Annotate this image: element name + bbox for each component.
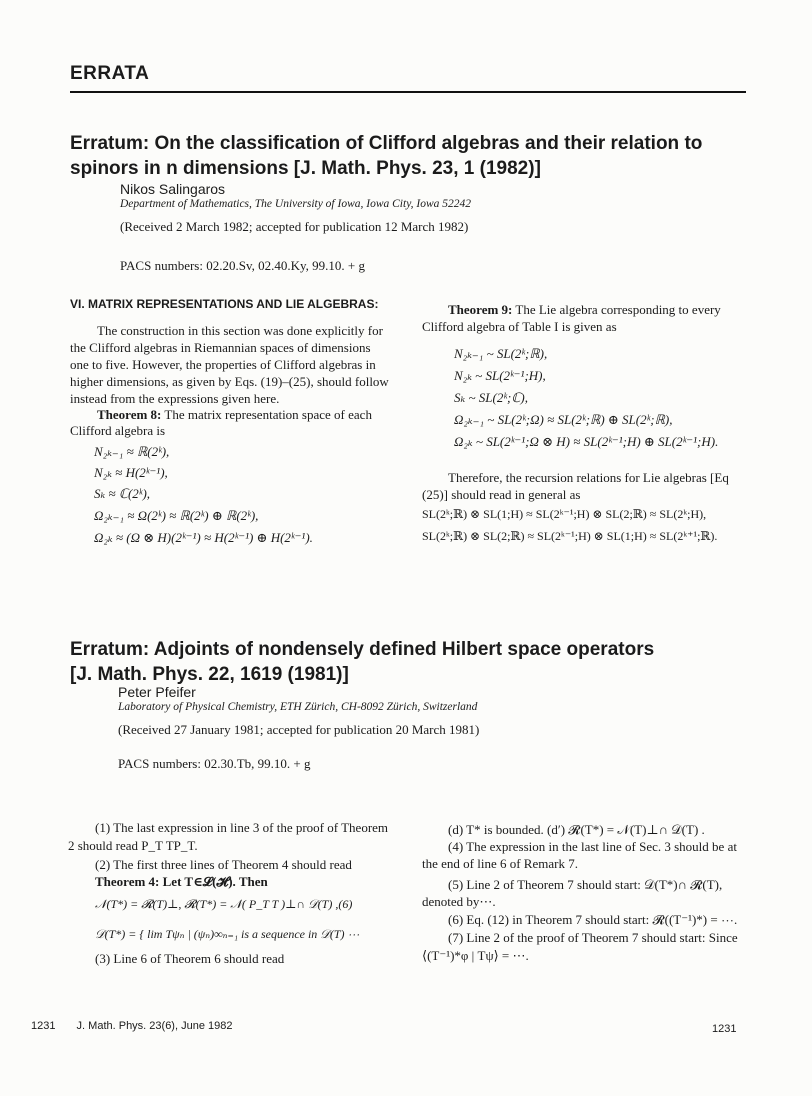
erratum2-equation: 𝒟(T*) = { lim Tψₙ | (ψₙ)∞ₙ₌₁ is a sequence in 𝒟(T) ⋯ bbox=[95, 927, 360, 941]
recursion-relation: SL(2ᵏ;ℝ) ⊗ SL(1;H) ≈ SL(2ᵏ⁻¹;H) ⊗ SL(2;ℝ) ≈ SL(2ᵏ;H), bbox=[422, 507, 707, 521]
theorem8-text-2: Clifford algebra is bbox=[70, 423, 166, 438]
erratum2-right-line: ⟨(T⁻¹)*φ | Tψ⟩ = ⋯. bbox=[422, 948, 529, 963]
erratum1-theorem8 bbox=[97, 406, 372, 424]
erratum2-left-line: 2 should read P_T TP_T. bbox=[68, 838, 198, 853]
header-rule bbox=[70, 91, 746, 93]
erratum2-right-line: denoted by⋯. bbox=[422, 894, 496, 909]
journal-citation: J. Math. Phys. 23(6), June 1982 bbox=[76, 1020, 233, 1032]
erratum1-left-line: the Clifford algebras in Riemannian spaces of dimensions bbox=[70, 340, 371, 355]
theorem8-equation: N₂ₖ₋₁ ≈ ℝ(2ᵏ), bbox=[94, 444, 170, 459]
theorem8-equation: Sₖ ≈ ℂ(2ᵏ), bbox=[94, 486, 151, 501]
erratum2-title-line1: Erratum: Adjoints of nondensely defined Hilbert space operators bbox=[70, 639, 655, 660]
theorem9-equation: Ω₂ₖ ~ SL(2ᵏ⁻¹;Ω ⊗ H) ≈ SL(2ᵏ⁻¹;H) ⊕ SL(2ᵏ⁻¹;H). bbox=[454, 434, 719, 449]
erratum2-right-line: the end of line 6 of Remark 7. bbox=[422, 856, 578, 871]
erratum2-right-line: (d) T* is bounded. (d′) 𝓡(T*) = 𝒩(T)⊥∩ 𝒟(T) . bbox=[448, 822, 705, 837]
erratum2-pacs: PACS numbers: 02.30.Tb, 99.10. + g bbox=[118, 756, 311, 771]
erratum1-author: Nikos Salingaros bbox=[120, 181, 226, 197]
page-number-left: 1231 bbox=[31, 1020, 56, 1032]
theorem9-equation: N₂ₖ₋₁ ~ SL(2ᵏ;ℝ), bbox=[454, 346, 548, 361]
footer-left bbox=[31, 1020, 232, 1032]
theorem8-equation: Ω₂ₖ₋₁ ≈ Ω(2ᵏ) ≈ ℝ(2ᵏ) ⊕ ℝ(2ᵏ), bbox=[94, 508, 259, 523]
theorem9-text: The Lie algebra corresponding to every bbox=[515, 302, 721, 317]
erratum2-right-line: (5) Line 2 of Theorem 7 should start: 𝒟(T*)∩ 𝓡(T), bbox=[448, 877, 723, 892]
theorem8-label: Theorem 8: bbox=[97, 407, 162, 422]
theorem8-equation: Ω₂ₖ ≈ (Ω ⊗ H)(2ᵏ⁻¹) ≈ H(2ᵏ⁻¹) ⊕ H(2ᵏ⁻¹). bbox=[94, 530, 313, 545]
erratum1-right-text: Therefore, the recursion relations for Lie algebras [Eq bbox=[448, 470, 729, 485]
section-header: ERRATA bbox=[70, 63, 150, 84]
erratum1-title-line2: spinors in n dimensions [J. Math. Phys. 23, 1 (1982)] bbox=[70, 158, 541, 179]
theorem8-text: The matrix representation space of each bbox=[164, 407, 372, 422]
erratum2-left-line: (2) The first three lines of Theorem 4 should read bbox=[95, 857, 352, 872]
erratum2-right-line: (7) Line 2 of the proof of Theorem 7 should start: Since bbox=[448, 930, 738, 945]
theorem9-equation: N₂ₖ ~ SL(2ᵏ⁻¹;H), bbox=[454, 368, 546, 383]
erratum1-right-text: (25)] should read in general as bbox=[422, 487, 581, 502]
erratum2-affiliation: Laboratory of Physical Chemistry, ETH Zürich, CH-8092 Zürich, Switzerland bbox=[118, 701, 478, 713]
erratum1-left-line: instead from the expressions given here. bbox=[70, 391, 280, 406]
erratum2-left-line: (3) Line 6 of Theorem 6 should read bbox=[95, 951, 285, 966]
erratum2-right-line: (6) Eq. (12) in Theorem 7 should start: 𝓡((T⁻¹)*) = ⋯. bbox=[448, 912, 738, 927]
erratum1-pacs: PACS numbers: 02.20.Sv, 02.40.Ky, 99.10. + g bbox=[120, 258, 365, 273]
erratum2-author: Peter Pfeifer bbox=[118, 684, 196, 700]
erratum2-left-line: Theorem 4: Let T∈𝓛(𝓗). Then bbox=[95, 874, 268, 889]
erratum1-title-line1: Erratum: On the classification of Clifford algebras and their relation to bbox=[70, 133, 703, 154]
erratum2-equation: 𝒩(T*) = 𝓡(T)⊥, 𝓡(T*) = 𝒩( P_T T )⊥∩ 𝒟(T) ,(6) bbox=[95, 897, 353, 911]
theorem9-equation: Ω₂ₖ₋₁ ~ SL(2ᵏ;Ω) ≈ SL(2ᵏ;ℝ) ⊕ SL(2ᵏ;ℝ), bbox=[454, 412, 673, 427]
erratum1-received: (Received 2 March 1982; accepted for publication 12 March 1982) bbox=[120, 219, 469, 234]
recursion-relation: SL(2ᵏ;ℝ) ⊗ SL(2;ℝ) ≈ SL(2ᵏ⁻¹;H) ⊗ SL(1;H) ≈ SL(2ᵏ⁺¹;ℝ). bbox=[422, 529, 718, 543]
erratum2-title-line2: [J. Math. Phys. 22, 1619 (1981)] bbox=[70, 664, 349, 685]
theorem9-equation: Sₖ ~ SL(2ᵏ;ℂ), bbox=[454, 390, 528, 405]
erratum2-received: (Received 27 January 1981; accepted for publication 20 March 1981) bbox=[118, 722, 480, 737]
theorem9-label: Theorem 9: bbox=[448, 302, 513, 317]
erratum2-right-line: (4) The expression in the last line of Sec. 3 should be at bbox=[448, 839, 737, 854]
erratum1-left-line: The construction in this section was done explicitly for bbox=[97, 323, 383, 338]
erratum1-section-heading: VI. MATRIX REPRESENTATIONS AND LIE ALGEBRAS: bbox=[70, 297, 379, 311]
theorem9-text-2: Clifford algebra of Table I is given as bbox=[422, 319, 617, 334]
erratum1-affiliation: Department of Mathematics, The University of Iowa, Iowa City, Iowa 52242 bbox=[120, 198, 472, 210]
erratum1-left-line: higher dimensions, as given by Eqs. (19)–(25), should follow bbox=[70, 374, 389, 389]
erratum2-left-line: (1) The last expression in line 3 of the proof of Theorem bbox=[95, 820, 389, 835]
erratum1-theorem9 bbox=[448, 301, 721, 319]
erratum1-left-line: one to five. However, the properties of Clifford algebras in bbox=[70, 357, 376, 372]
page-number-right: 1231 bbox=[712, 1023, 737, 1035]
theorem8-equation: N₂ₖ ≈ H(2ᵏ⁻¹), bbox=[94, 465, 168, 480]
